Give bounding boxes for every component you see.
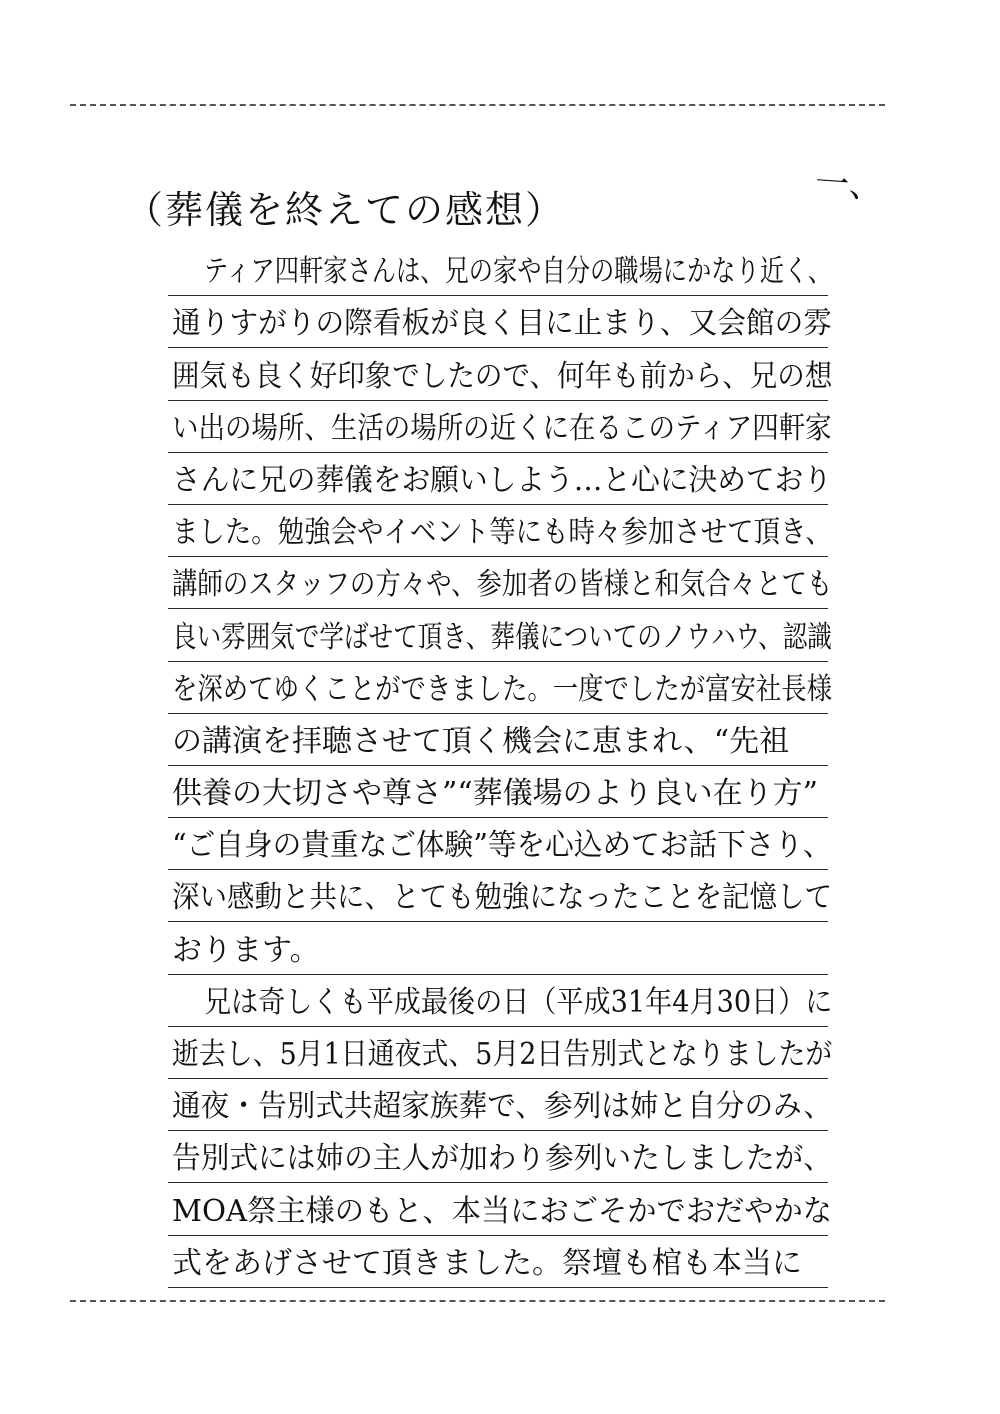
text-line <box>168 244 832 296</box>
text-line <box>168 1183 832 1235</box>
letter-title: （葬儀を終えての感想） <box>125 188 566 232</box>
line-text: 逝去し、5月1日通夜式、5月2日告別式となりましたが <box>172 1037 833 1072</box>
text-line <box>168 453 832 505</box>
line-text: 通夜・告別式共超家族葬で、参列は姉と自分のみ、 <box>172 1089 833 1125</box>
text-line <box>168 922 828 974</box>
text-line <box>168 818 832 870</box>
line-text: “ご自身の貴重なご体験”等を心込めてお話下さり、 <box>172 828 832 864</box>
text-line <box>168 714 828 766</box>
page-number: 一、 <box>813 162 885 208</box>
text-line <box>168 557 833 609</box>
text-line <box>168 609 832 661</box>
line-text: い出の場所、生活の場所の近くに在るこのティア四軒家 <box>172 410 832 446</box>
text-line <box>168 505 832 557</box>
text-line <box>168 1079 833 1131</box>
line-text: 告別式には姉の主人が加わり参列いたしましたが、 <box>172 1141 832 1177</box>
line-text: ました。勉強会やイベント等にも時々参加させて頂き、 <box>172 515 832 551</box>
line-text: さんに兄の葬儀をお願いしよう…と心に決めており <box>172 462 832 498</box>
line-text: 式をあげさせて頂きました。祭壇も棺も本当に <box>172 1245 802 1281</box>
text-line <box>168 401 832 453</box>
text-line <box>168 296 832 348</box>
line-text: 通りすがりの際看板が良く目に止まり、又会館の雰 <box>172 306 832 342</box>
line-text: 兄は奇しくも平成最後の日（平成31年4月30日）に <box>204 984 833 1020</box>
line-text: 囲気も良く好印象でしたので、何年も前から、兄の想 <box>172 358 833 394</box>
bottom-dashed-rule <box>70 1300 885 1302</box>
line-text: おります。 <box>172 932 320 968</box>
text-line <box>168 870 832 922</box>
line-text: 供養の大切さや尊さ”“葬儀場のより良い在り方” <box>172 776 819 812</box>
line-text: 深い感動と共に、とても勉強になったことを記憶して <box>172 880 832 916</box>
line-text: 良い雰囲気で学ばせて頂き、葬儀についてのノウハウ、認識 <box>172 619 832 655</box>
line-text: ティア四軒家さんは、兄の家や自分の職場にかなり近く、 <box>204 254 832 290</box>
line-text: MOA祭主様のもと、本当におごそかでおだやかな <box>172 1193 832 1229</box>
text-line <box>168 348 833 400</box>
ruled-text-body <box>168 244 833 1288</box>
text-line <box>168 766 828 818</box>
line-text: を深めてゆくことができました。一度でしたが富安社長様 <box>172 671 832 707</box>
text-line <box>168 662 832 714</box>
line-text: 講師のスタッフの方々や、参加者の皆様と和気合々とても <box>172 567 833 603</box>
line-text: の講演を拝聴させて頂く機会に恵まれ、“先祖 <box>172 723 790 759</box>
text-line <box>168 975 833 1027</box>
top-dashed-rule <box>70 104 885 106</box>
text-line <box>168 1027 833 1079</box>
text-line <box>168 1236 828 1288</box>
text-line <box>168 1131 832 1183</box>
